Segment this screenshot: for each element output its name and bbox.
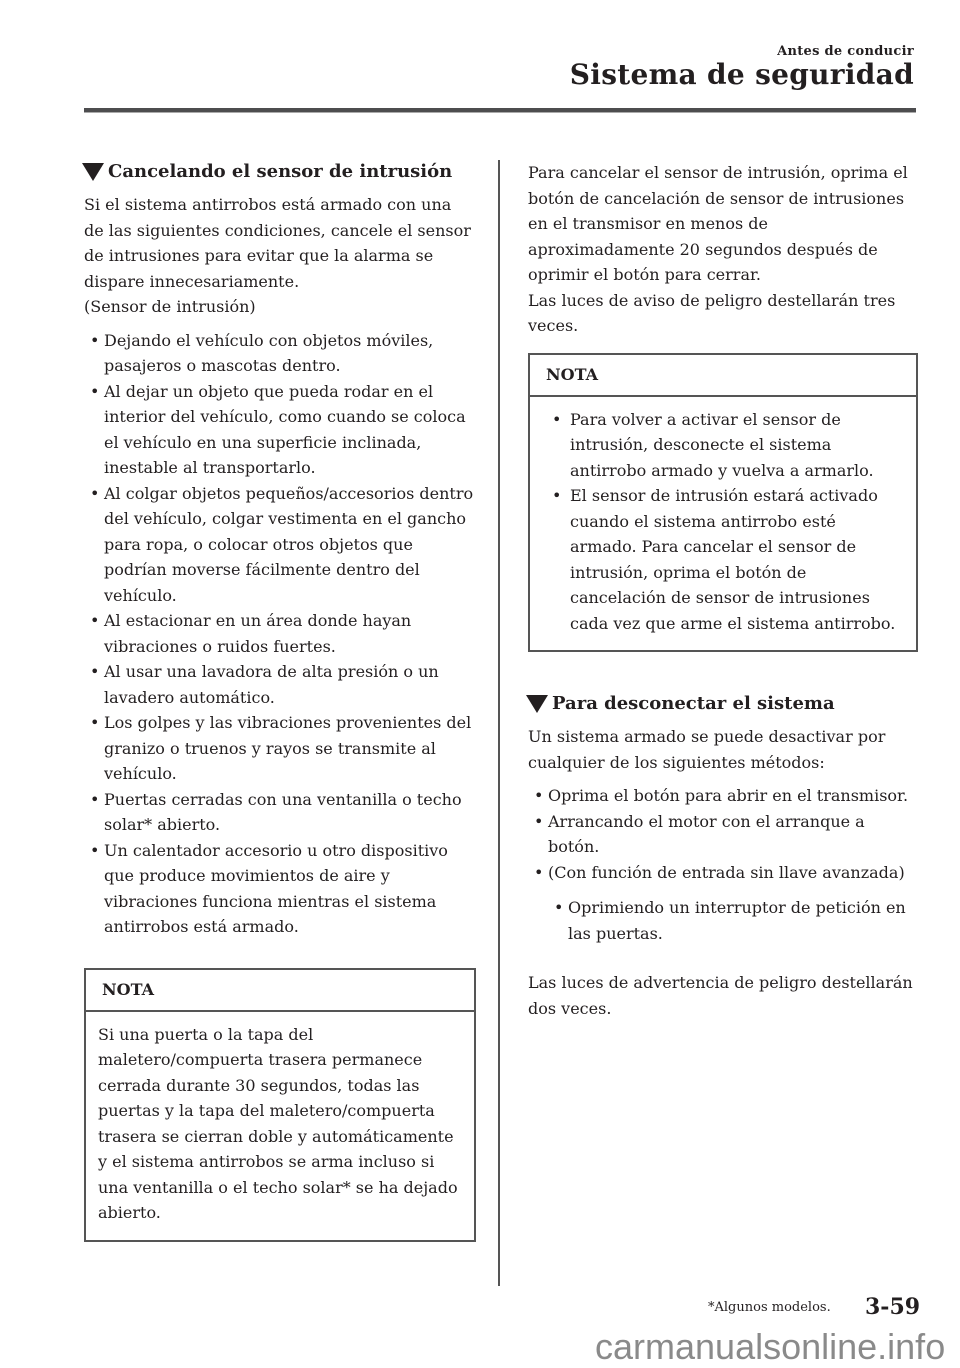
- section-title: Para desconectar el sistema: [552, 693, 835, 714]
- list-item: • Para volver a activar el sensor de intrusión, desconecte el sistema antirrobo armado y vuelva a armarlo.: [542, 407, 904, 484]
- list-item: • (Con función de entrada sin llave avanzada): [528, 860, 918, 886]
- list-item: • Un calentador accesorio u otro dispositivo que produce movimientos de aire y vibraciones funciona mientras el sistema antirrobos está armado.: [84, 838, 476, 940]
- method-list: [528, 783, 918, 885]
- header-title: Sistema de seguridad: [569, 58, 914, 91]
- list-item: • Arrancando el motor con el arranque a botón.: [528, 809, 918, 860]
- sub-method-list: [528, 895, 918, 946]
- section-title: Cancelando el sensor de intrusión: [108, 161, 453, 182]
- cancel-instructions: Para cancelar el sensor de intrusión, oprima el botón de cancelación de sensor de intrusiones en el transmisor en menos de aproximadamente 20 segundos después de oprimir el botón para cerrar.: [528, 163, 908, 284]
- note-box: [528, 353, 918, 653]
- header-rule: [84, 108, 916, 113]
- triangle-down-icon: [526, 695, 548, 713]
- condition-list: [84, 328, 476, 940]
- footnote: *Algunos modelos.: [708, 1300, 831, 1315]
- list-item: • Al estacionar en un área donde hayan vibraciones o ruidos fuertes.: [84, 608, 476, 659]
- section-heading-disarm: [528, 692, 918, 716]
- list-item: • Al usar una lavadora de alta presión o un lavadero automático.: [84, 659, 476, 710]
- hazard-flash-note: Las luces de aviso de peligro destellarán tres veces.: [528, 290, 896, 335]
- section-heading-cancel-intrusion: [84, 160, 476, 184]
- intro-paragraph: Un sistema armado se puede desactivar por cualquier de los siguientes métodos:: [528, 727, 886, 772]
- list-item: • El sensor de intrusión estará activado cuando el sistema antirrobo esté armado. Para cancelar el sensor de intrusión, oprima el botón de cancelación de sensor de intrusiones cada vez que arme el sistema antirrobo.: [542, 483, 904, 636]
- list-item: • Oprima el botón para abrir en el transmisor.: [528, 783, 918, 809]
- triangle-down-icon: [82, 163, 104, 181]
- list-item: • Los golpes y las vibraciones provenientes del granizo o truenos y rayos se transmite al vehículo.: [84, 710, 476, 787]
- note-body: Si una puerta o la tapa del maletero/compuerta trasera permanece cerrada durante 30 segundos, todas las puertas y la tapa del maletero/compuerta trasera se cierran doble y automáticamente y el sistema antirrobos se arma incluso si una ventanilla o el techo solar* se ha dejado abierto.: [98, 1024, 458, 1222]
- list-item: • Dejando el vehículo con objetos móviles, pasajeros o mascotas dentro.: [84, 328, 476, 379]
- note-box: [84, 968, 476, 1242]
- closing-paragraph: Las luces de advertencia de peligro destellarán dos veces.: [528, 973, 913, 1018]
- left-column: [84, 160, 476, 1242]
- header-subtitle: Antes de conducir: [777, 44, 914, 59]
- list-item: • Al dejar un objeto que pueda rodar en el interior del vehículo, como cuando se coloca el vehículo en una superficie inclinada, inestable al transportarlo.: [84, 379, 476, 481]
- list-item: • Al colgar objetos pequeños/accesorios dentro del vehículo, colgar vestimenta en el gancho para ropa, o colocar otros objetos que podrían moverse fácilmente dentro del vehículo.: [84, 481, 476, 609]
- right-column: [528, 160, 918, 1021]
- watermark: carmanualsonline.info: [595, 1326, 946, 1367]
- note-heading: NOTA: [86, 970, 474, 1012]
- note-heading: NOTA: [530, 355, 916, 397]
- list-item: • Puertas cerradas con una ventanilla o techo solar* abierto.: [84, 787, 476, 838]
- list-item: • Oprimiendo un interruptor de petición en las puertas.: [548, 895, 918, 946]
- column-divider: [498, 160, 500, 1286]
- intro-note: (Sensor de intrusión): [84, 297, 256, 316]
- intro-paragraph: Si el sistema antirrobos está armado con una de las siguientes condiciones, cancele el sensor de intrusiones para evitar que la alarma se dispare innecesariamente.: [84, 195, 471, 291]
- page-number: 3-59: [865, 1294, 921, 1320]
- note-body: [530, 397, 916, 651]
